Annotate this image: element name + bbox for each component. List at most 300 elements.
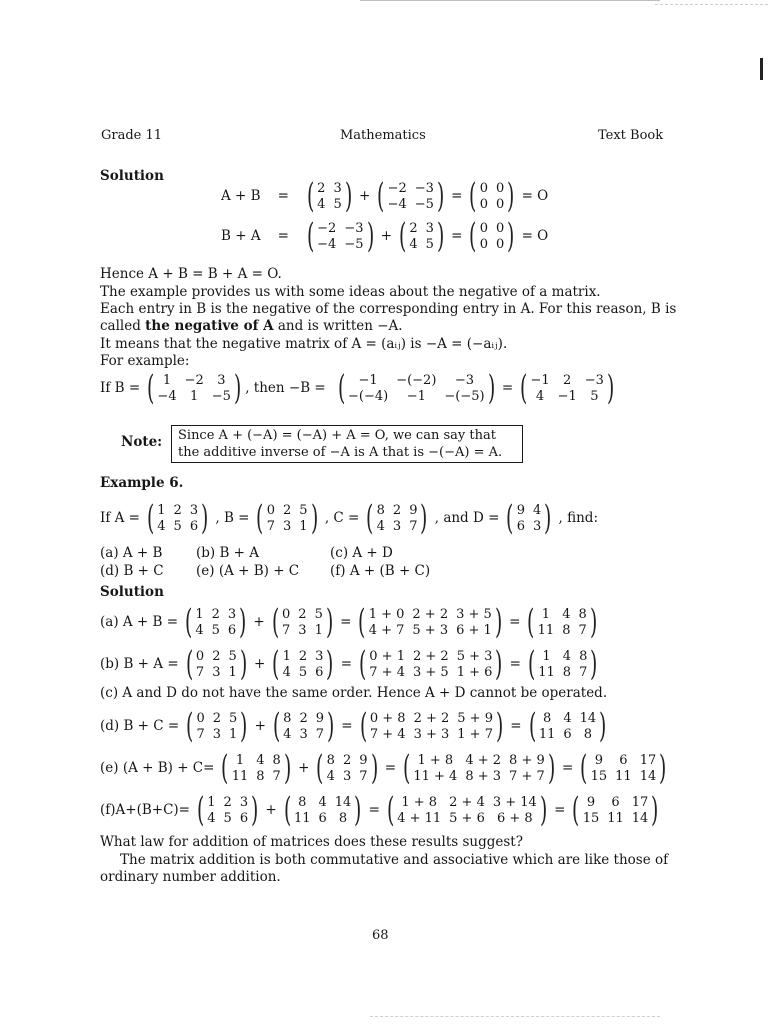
matrix-entry: 5 bbox=[173, 518, 182, 534]
matrix-entry: 4 + 7 bbox=[368, 622, 405, 638]
matrix-entry: 7 bbox=[359, 768, 368, 784]
right-paren: ) bbox=[539, 790, 548, 830]
eq: = bbox=[340, 614, 352, 630]
matrix-entry: 7 bbox=[196, 726, 205, 742]
matrix-grid bbox=[317, 221, 363, 252]
matrix-entry: 2 + 2 bbox=[412, 606, 449, 622]
matrix-entry: 11 bbox=[538, 726, 556, 742]
left-paren: ( bbox=[147, 368, 155, 408]
matrix-entry: −4 bbox=[387, 196, 407, 212]
matrix-entry: 3 bbox=[239, 794, 249, 810]
header-grade: Grade 11 bbox=[101, 128, 163, 143]
matrix bbox=[466, 216, 517, 256]
left-paren: ( bbox=[506, 498, 514, 538]
plus: + bbox=[265, 802, 277, 818]
matrix-entry: 3 bbox=[392, 518, 402, 534]
matrix-entry: 6 bbox=[516, 518, 525, 534]
matrix-entry: 8 bbox=[326, 752, 335, 768]
matrix-entry: 8 bbox=[562, 622, 571, 638]
matrix-entry: 1 + 8 bbox=[401, 794, 438, 810]
right-paren: ) bbox=[251, 790, 259, 830]
left-paren: ( bbox=[580, 748, 588, 788]
matrix-grid bbox=[283, 649, 324, 680]
matrix-entry: 8 bbox=[298, 794, 307, 810]
para-line: Each entry in B is the negative of the corresponding entry in A. For this reason, B is bbox=[100, 301, 677, 317]
matrix-entry: 5 bbox=[333, 196, 342, 212]
matrix-entry: 5 + 9 bbox=[457, 710, 493, 726]
solution-b bbox=[100, 642, 602, 686]
label: If B = bbox=[100, 380, 141, 396]
matrix-grid bbox=[377, 503, 418, 534]
eq: = bbox=[277, 228, 289, 244]
matrix bbox=[517, 368, 617, 408]
matrix-entry: 2 bbox=[298, 648, 308, 664]
matrix-entry: 7 + 4 bbox=[369, 726, 406, 742]
right-paren: ) bbox=[436, 216, 445, 256]
matrix-entry: 2 bbox=[223, 794, 232, 810]
left-paren: ( bbox=[520, 368, 528, 408]
matrix-entry: 3 bbox=[283, 518, 292, 534]
matrix-entry: 5 + 3 bbox=[456, 648, 493, 664]
solution-heading: Solution bbox=[100, 584, 164, 600]
result: = O bbox=[521, 188, 549, 204]
solution-d bbox=[100, 704, 610, 748]
eq: = bbox=[451, 228, 463, 244]
left-paren: ( bbox=[272, 644, 280, 684]
right-paren: ) bbox=[326, 644, 334, 684]
left-paren: ( bbox=[256, 498, 264, 538]
matrix bbox=[194, 790, 261, 830]
matrix-entry: 9 bbox=[594, 752, 603, 768]
matrix bbox=[281, 790, 365, 830]
matrix-c bbox=[363, 498, 430, 538]
matrix-grid bbox=[369, 607, 492, 638]
solution-f bbox=[100, 788, 663, 832]
part-d: (d) B + C bbox=[100, 563, 164, 579]
label: (f)A+(B+C)= bbox=[100, 802, 190, 818]
matrix-entry: 0 bbox=[282, 606, 291, 622]
matrix-entry: 11 bbox=[615, 768, 632, 784]
scan-edge-right bbox=[655, 4, 768, 35]
matrix-entry: 7 bbox=[282, 622, 291, 638]
left-paren: ( bbox=[196, 790, 205, 830]
left-paren: ( bbox=[185, 602, 193, 642]
right-paren: ) bbox=[606, 368, 615, 408]
right-paren: ) bbox=[239, 602, 247, 642]
matrix-entry: 0 + 8 bbox=[369, 710, 406, 726]
matrix-entry: 1 bbox=[157, 502, 166, 518]
matrix bbox=[182, 602, 249, 642]
matrix-entry: 2 bbox=[317, 180, 326, 196]
matrix-entry: 9 bbox=[586, 794, 596, 810]
matrix-entry: 2 bbox=[212, 710, 222, 726]
matrix-entry: 1 bbox=[195, 606, 204, 622]
matrix-entry: 8 bbox=[338, 810, 348, 826]
matrix bbox=[577, 748, 669, 788]
matrix-grid bbox=[317, 181, 342, 212]
matrix-entry: 0 bbox=[496, 236, 505, 252]
matrix bbox=[526, 706, 610, 746]
matrix-entry: 8 bbox=[376, 502, 385, 518]
label: (d) B + C = bbox=[100, 718, 180, 734]
matrix-entry: 1 bbox=[235, 752, 245, 768]
para-hence: Hence A + B = B + A = O. bbox=[100, 266, 282, 282]
solution-heading: Solution bbox=[100, 168, 164, 184]
left-paren: ( bbox=[572, 790, 580, 830]
matrix-entry: 1 bbox=[299, 518, 308, 534]
matrix-entry: 3 + 5 bbox=[412, 664, 449, 680]
left-paren: ( bbox=[358, 602, 366, 642]
matrix-entry: 7 + 4 bbox=[369, 664, 405, 680]
right-paren: ) bbox=[495, 706, 504, 746]
matrix-grid bbox=[195, 607, 236, 638]
matrix-entry: 4 bbox=[157, 518, 166, 534]
para-line: It means that the negative matrix of A = (aᵢⱼ) is −A = (−aᵢⱼ). bbox=[100, 336, 508, 352]
matrix-entry: 17 bbox=[631, 794, 649, 810]
matrix-entry: 4 bbox=[207, 810, 216, 826]
matrix-entry: 2 bbox=[211, 606, 220, 622]
matrix-grid bbox=[370, 711, 493, 742]
right-paren: ) bbox=[507, 176, 515, 216]
result: = O bbox=[521, 228, 549, 244]
matrix-entry: 2 bbox=[342, 752, 352, 768]
matrix-entry: 7 bbox=[409, 518, 418, 534]
matrix-entry: 3 bbox=[342, 768, 352, 784]
label: If A = bbox=[100, 510, 140, 526]
plus: + bbox=[254, 656, 266, 672]
matrix-entry: 8 bbox=[583, 726, 593, 742]
matrix-grid bbox=[388, 181, 434, 212]
matrix-entry: −3 bbox=[584, 372, 604, 388]
left-paren: ( bbox=[359, 644, 367, 684]
matrix-entry: 8 + 3 bbox=[465, 768, 502, 784]
matrix-grid bbox=[348, 373, 485, 404]
solution-a bbox=[100, 600, 601, 644]
matrix-grid bbox=[591, 753, 657, 784]
matrix-entry: 3 bbox=[189, 502, 199, 518]
matrix-entry: 1 + 7 bbox=[457, 726, 493, 742]
matrix-grid bbox=[369, 649, 492, 680]
matrix-entry: 5 + 6 bbox=[449, 810, 485, 826]
matrix-entry: 8 bbox=[283, 710, 292, 726]
matrix-grid bbox=[413, 753, 544, 784]
scan-edge-bottom bbox=[370, 1016, 660, 1018]
left-paren: ( bbox=[527, 602, 535, 642]
matrix-entry: 4 bbox=[409, 236, 418, 252]
matrix bbox=[183, 644, 250, 684]
matrix-b bbox=[253, 498, 320, 538]
solution-c: (c) A and D do not have the same order. Hence A + D cannot be operated. bbox=[100, 685, 608, 701]
eq: = bbox=[341, 718, 353, 734]
right-paren: ) bbox=[487, 368, 495, 408]
note-box bbox=[171, 425, 523, 463]
left-paren: ( bbox=[186, 706, 194, 746]
matrix-entry: −(−4) bbox=[347, 388, 389, 404]
eq: = bbox=[562, 760, 574, 776]
left-paren: ( bbox=[527, 644, 536, 684]
matrix-entry: −3 bbox=[414, 180, 434, 196]
note-line: the additive inverse of −A is A that is −(−A) = A. bbox=[178, 445, 503, 460]
matrix-entry: 1 + 8 bbox=[417, 752, 454, 768]
matrix-entry: 6 bbox=[563, 726, 572, 742]
matrix-entry: 0 bbox=[266, 502, 276, 518]
matrix-entry: 3 bbox=[425, 220, 434, 236]
note-line: Since A + (−A) = (−A) + A = O, we can say that bbox=[178, 428, 496, 443]
matrix-entry: −3 bbox=[344, 220, 364, 236]
matrix-entry: 2 bbox=[173, 502, 182, 518]
matrix-entry: 14 bbox=[631, 810, 649, 826]
matrix-grid bbox=[480, 181, 505, 212]
right-paren: ) bbox=[590, 644, 598, 684]
left-paren: ( bbox=[337, 368, 345, 408]
matrix-entry: 1 bbox=[314, 622, 323, 638]
matrix-entry: 1 bbox=[207, 794, 216, 810]
right-paren: ) bbox=[599, 706, 607, 746]
right-paren: ) bbox=[239, 644, 248, 684]
label: , and D = bbox=[434, 510, 500, 526]
right-paren: ) bbox=[325, 602, 334, 642]
right-paren: ) bbox=[659, 748, 667, 788]
matrix-entry: 8 bbox=[578, 606, 587, 622]
matrix-grid bbox=[267, 503, 308, 534]
sol1-row2 bbox=[218, 214, 551, 258]
matrix-grid bbox=[397, 795, 537, 826]
matrix-entry: 4 bbox=[532, 502, 542, 518]
matrix-entry: −4 bbox=[157, 388, 177, 404]
matrix-entry: 8 bbox=[542, 710, 552, 726]
right-paren: ) bbox=[547, 748, 556, 788]
plus: + bbox=[298, 760, 310, 776]
label: (b) B + A = bbox=[100, 656, 179, 672]
example-heading: Example 6. bbox=[100, 475, 184, 491]
matrix bbox=[269, 644, 336, 684]
matrix-entry: 7 bbox=[315, 726, 325, 742]
matrix-entry: 0 bbox=[195, 648, 205, 664]
matrix bbox=[144, 368, 244, 408]
matrix-entry: 2 bbox=[392, 502, 402, 518]
matrix-entry: 4 bbox=[535, 388, 545, 404]
matrix-entry: 5 bbox=[425, 236, 434, 252]
bold-term: the negative of A bbox=[145, 318, 274, 334]
matrix-entry: 0 + 1 bbox=[369, 648, 405, 664]
matrix bbox=[218, 748, 294, 788]
matrix-a bbox=[144, 498, 211, 538]
matrix-entry: 5 bbox=[223, 810, 232, 826]
matrix-entry: 7 bbox=[266, 518, 276, 534]
matrix bbox=[269, 602, 336, 642]
left-paren: ( bbox=[377, 176, 385, 216]
right-paren: ) bbox=[507, 216, 515, 256]
matrix-entry: −2 bbox=[317, 220, 337, 236]
left-paren: ( bbox=[399, 216, 407, 256]
matrix-entry: −2 bbox=[387, 180, 407, 196]
right-paren: ) bbox=[240, 706, 248, 746]
left-paren: ( bbox=[306, 216, 315, 256]
matrix-entry: 6 bbox=[318, 810, 327, 826]
matrix-entry: 3 bbox=[532, 518, 542, 534]
matrix-entry: −1 bbox=[557, 388, 577, 404]
right-paren: ) bbox=[327, 706, 335, 746]
left-paren: ( bbox=[403, 748, 411, 788]
matrix-entry: 11 + 4 bbox=[413, 768, 458, 784]
matrix-entry: 9 bbox=[409, 502, 418, 518]
matrix-entry: 6 bbox=[619, 752, 628, 768]
matrix-entry: 7 bbox=[579, 664, 588, 680]
matrix-entry: 8 bbox=[256, 768, 265, 784]
matrix bbox=[396, 216, 447, 256]
right-paren: ) bbox=[344, 176, 352, 216]
matrix-entry: 8 bbox=[272, 752, 281, 768]
matrix-entry: 5 bbox=[314, 606, 323, 622]
matrix-entry: 4 bbox=[562, 606, 571, 622]
label: , B = bbox=[215, 510, 250, 526]
right-paren: ) bbox=[436, 176, 445, 216]
header-book: Text Book bbox=[598, 128, 664, 143]
label: (e) (A + B) + C= bbox=[100, 760, 215, 776]
matrix-entry: 2 bbox=[299, 710, 308, 726]
left-paren: ( bbox=[306, 176, 315, 216]
matrix-entry: 0 bbox=[479, 220, 489, 236]
right-paren: ) bbox=[233, 368, 242, 408]
matrix-entry: 4 bbox=[283, 726, 292, 742]
matrix-entry: −(−2) bbox=[396, 372, 437, 388]
matrix-entry: 2 + 2 bbox=[413, 710, 450, 726]
matrix bbox=[466, 176, 517, 216]
matrix-entry: 15 bbox=[590, 768, 608, 784]
matrix-grid bbox=[157, 373, 231, 404]
right-paren: ) bbox=[310, 498, 318, 538]
page-number: 68 bbox=[372, 928, 389, 943]
right-paren: ) bbox=[201, 498, 209, 538]
matrix-entry: 11 bbox=[231, 768, 249, 784]
matrix bbox=[313, 748, 380, 788]
plus: + bbox=[253, 614, 265, 630]
matrix-entry: 9 bbox=[359, 752, 368, 768]
left-paren: ( bbox=[185, 644, 193, 684]
matrix-entry: 4 bbox=[195, 622, 204, 638]
matrix-grid bbox=[283, 711, 324, 742]
left-paren: ( bbox=[221, 748, 229, 788]
part-a: (a) A + B bbox=[100, 545, 163, 561]
left-paren: ( bbox=[469, 176, 477, 216]
matrix-entry: 6 + 1 bbox=[456, 622, 492, 638]
matrix-entry: 14 bbox=[334, 794, 352, 810]
matrix-d bbox=[503, 498, 554, 538]
eq: = bbox=[384, 760, 397, 776]
part-b: (b) B + A bbox=[196, 545, 260, 561]
matrix-entry: 3 + 14 bbox=[492, 794, 537, 810]
para-line bbox=[100, 318, 403, 334]
matrix-grid bbox=[539, 711, 596, 742]
para-line: The example provides us with some ideas about the negative of a matrix. bbox=[100, 284, 601, 300]
matrix-entry: 2 bbox=[563, 372, 572, 388]
matrix-entry: −1 bbox=[530, 372, 550, 388]
matrix-entry: −3 bbox=[454, 372, 475, 388]
matrix-entry: −4 bbox=[317, 236, 337, 252]
left-paren: ( bbox=[366, 498, 374, 538]
matrix-entry: 7 bbox=[578, 622, 587, 638]
matrix-entry: −1 bbox=[406, 388, 426, 404]
matrix-entry: 14 bbox=[579, 710, 597, 726]
matrix bbox=[357, 706, 507, 746]
matrix-grid bbox=[294, 795, 351, 826]
left-paren: ( bbox=[272, 706, 281, 746]
scan-mark bbox=[760, 58, 763, 80]
label: , C = bbox=[324, 510, 360, 526]
matrix-entry: 17 bbox=[639, 752, 657, 768]
matrix-entry: 5 bbox=[211, 622, 220, 638]
matrix-entry: 4 bbox=[282, 664, 291, 680]
right-paren: ) bbox=[283, 748, 292, 788]
matrix-entry: 3 + 5 bbox=[456, 606, 492, 622]
example6-statement bbox=[100, 496, 601, 540]
matrix-entry: 3 bbox=[333, 180, 342, 196]
matrix-entry: −5 bbox=[211, 388, 231, 404]
right-paren: ) bbox=[589, 602, 598, 642]
eq: = bbox=[509, 656, 521, 672]
left-paren: ( bbox=[316, 748, 324, 788]
matrix-entry: 8 + 9 bbox=[509, 752, 545, 768]
eq: = bbox=[277, 188, 289, 204]
matrix-entry: 3 bbox=[212, 664, 221, 680]
matrix-grid bbox=[480, 221, 505, 252]
matrix-entry: 0 bbox=[479, 236, 489, 252]
matrix-entry: 1 bbox=[229, 726, 238, 742]
matrix-entry: 4 bbox=[318, 794, 327, 810]
matrix-entry: 4 bbox=[326, 768, 335, 784]
label: , find: bbox=[558, 510, 598, 526]
right-paren: ) bbox=[495, 644, 503, 684]
matrix-entry: 9 bbox=[315, 710, 325, 726]
matrix-grid bbox=[538, 649, 587, 680]
matrix-entry: 7 bbox=[272, 768, 281, 784]
eq: = bbox=[451, 188, 463, 204]
matrix-grid bbox=[530, 373, 604, 404]
left-paren: ( bbox=[146, 498, 155, 538]
matrix-entry: 5 + 3 bbox=[412, 622, 449, 638]
matrix-entry: 2 bbox=[283, 502, 292, 518]
eq: = bbox=[510, 718, 522, 734]
matrix-entry: 3 bbox=[227, 606, 237, 622]
left-paren: ( bbox=[271, 602, 280, 642]
matrix-entry: 6 bbox=[189, 518, 199, 534]
then: , then −B = bbox=[245, 380, 326, 396]
matrix-entry: 2 bbox=[298, 606, 307, 622]
matrix-entry: 14 bbox=[639, 768, 657, 784]
matrix-entry: 9 bbox=[516, 502, 525, 518]
matrix-entry: 6 bbox=[239, 810, 249, 826]
header-subject: Mathematics bbox=[340, 128, 426, 143]
matrix bbox=[569, 790, 661, 830]
matrix-entry: 5 bbox=[590, 388, 599, 404]
matrix-entry: 4 bbox=[256, 752, 265, 768]
matrix-entry: 8 bbox=[562, 664, 572, 680]
matrix-grid bbox=[196, 711, 237, 742]
eq: = bbox=[509, 614, 521, 630]
eq: = bbox=[554, 802, 566, 818]
matrix-entry: 4 bbox=[562, 648, 572, 664]
matrix-entry: −(−5) bbox=[444, 388, 485, 404]
matrix bbox=[384, 790, 550, 830]
matrix-entry: 1 bbox=[282, 648, 291, 664]
negative-example bbox=[100, 366, 618, 410]
matrix bbox=[356, 644, 506, 684]
matrix-entry: 5 bbox=[298, 664, 308, 680]
matrix bbox=[374, 176, 447, 216]
matrix-entry: 6 bbox=[227, 622, 237, 638]
matrix-grid bbox=[157, 503, 198, 534]
note-label: Note: bbox=[121, 434, 163, 450]
